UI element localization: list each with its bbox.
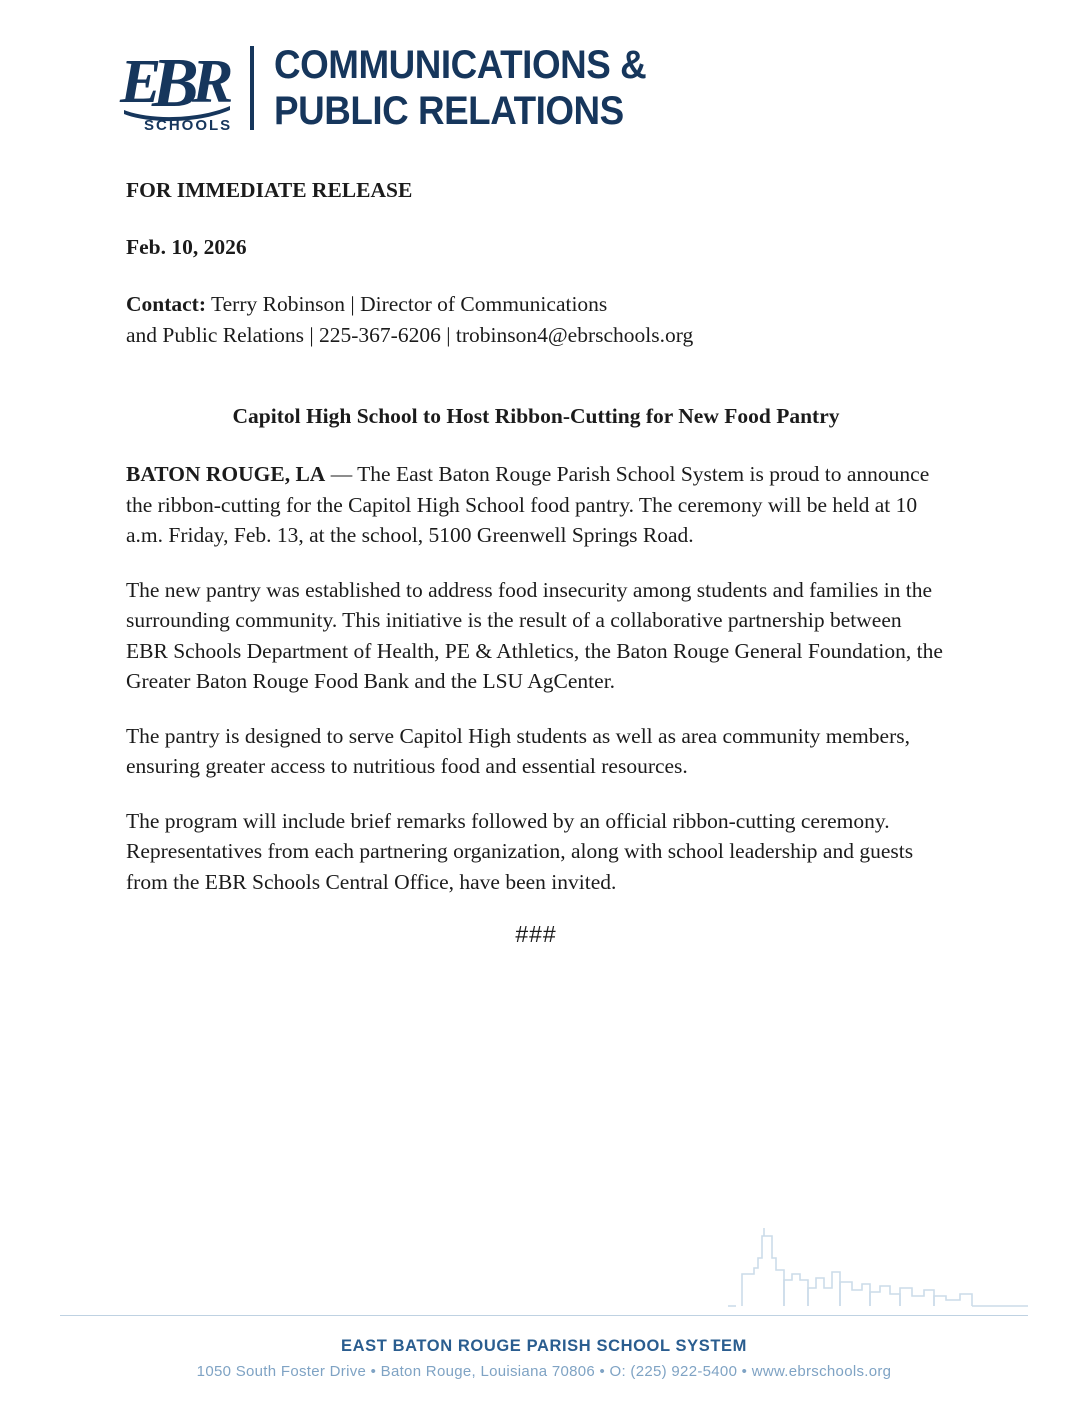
svg-text:E: E [120,48,159,116]
release-date: Feb. 10, 2026 [126,235,247,259]
paragraph-1 [126,459,946,551]
page-footer [0,1337,1088,1380]
end-marker: ### [515,921,557,947]
dateline: BATON ROUGE, LA [126,462,326,486]
svg-text:SCHOOLS: SCHOOLS [144,117,233,134]
release-body [126,175,946,948]
immediate-release-label: FOR IMMEDIATE RELEASE [126,178,413,202]
department-name [274,45,679,131]
letterhead-header [118,38,679,138]
svg-text:B: B [152,45,195,122]
footer-address: 1050 South Foster Drive • Baton Rouge, Louisiana 70806 • O: (225) 922-5400 • www.ebrschools.org [196,1363,892,1380]
release-headline: Capitol High School to Host Ribbon-Cutting for New Food Pantry [232,404,840,428]
department-line-1: COMMUNICATIONS & [274,43,647,87]
contact-line-2: and Public Relations | 225-367-6206 | trobinson4@ebrschools.org [126,323,694,347]
skyline-icon [728,1218,1028,1308]
svg-text:R: R [192,48,231,116]
paragraph-3: The pantry is designed to serve Capitol High students as well as area community members, ensuring greater access to nutritious food and essential resources. [126,723,910,778]
logo-divider [250,46,254,130]
ebr-schools-logo-icon [118,40,236,136]
footer-divider [60,1315,1028,1316]
paragraph-4: The program will include brief remarks followed by an official ribbon-cutting ceremony. Representatives from each partnering organization, along with school leadership and guests from the EBR Schools Central Office, have been invited. [126,808,914,894]
footer-organization: EAST BATON ROUGE PARISH SCHOOL SYSTEM [340,1337,748,1355]
paragraph-1-text: — The East Baton Rouge Parish School System is proud to announce the ribbon-cutting for the Capitol High School food pantry. The ceremony will be held at 10 a.m. Friday, Feb. 13, at the school, 5100 Greenwell Springs Road. [126,462,930,547]
paragraph-2: The new pantry was established to address food insecurity among students and families in the surrounding community. This initiative is the result of a collaborative partnership between EBR Schools Department of Health, PE & Athletics, the Baton Rouge General Foundation, the Greater Baton Rouge Food Bank and the LSU AgCenter. [126,577,943,693]
contact-line-1: Terry Robinson | Director of Communications [206,292,608,316]
department-line-2: PUBLIC RELATIONS [274,89,624,133]
contact-label: Contact: [126,292,207,316]
contact-block [126,289,946,351]
